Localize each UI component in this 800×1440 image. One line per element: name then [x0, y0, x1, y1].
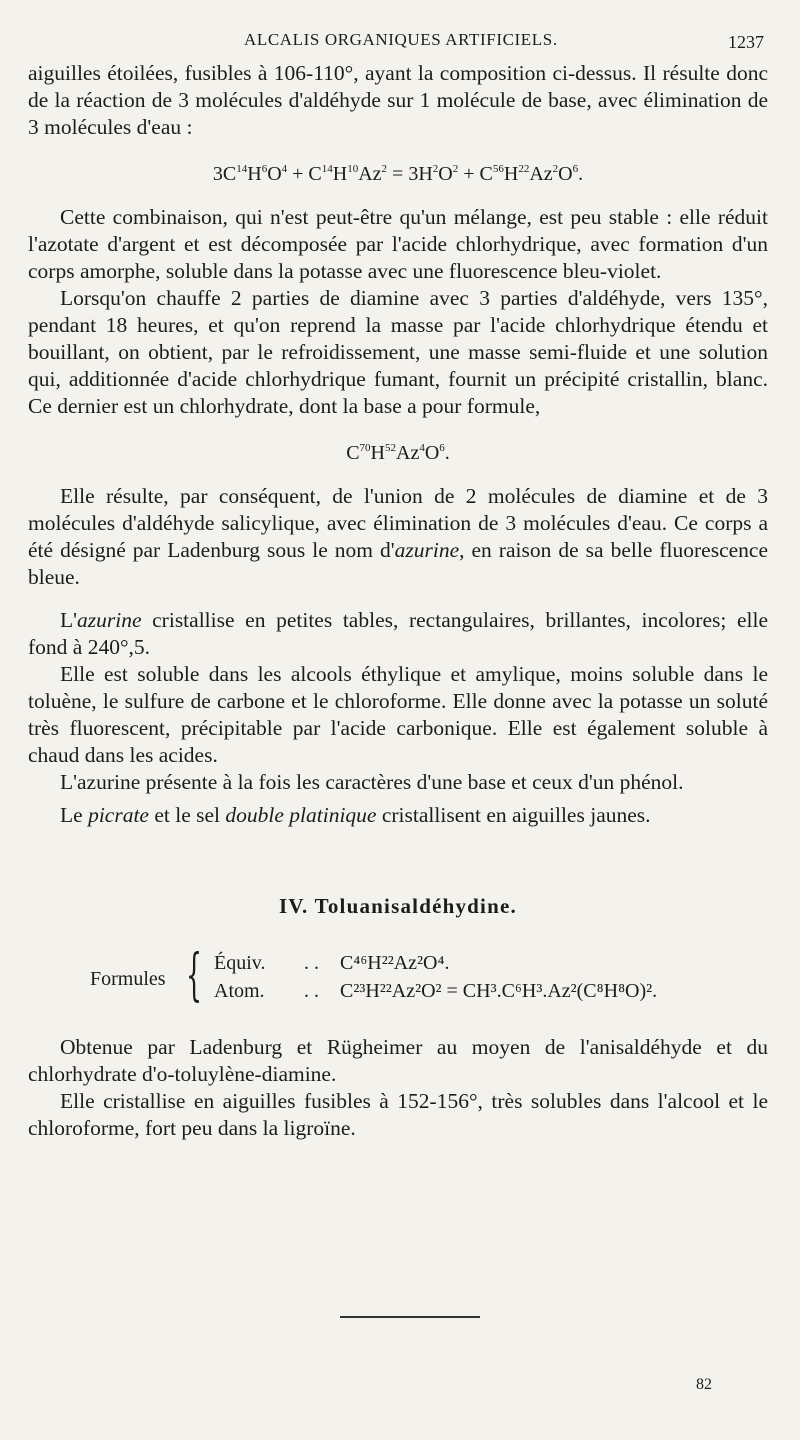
folio-number: 82: [696, 1376, 712, 1393]
base-formula: $C^{70}H^{52}Az^4O^6$.: [346, 442, 450, 464]
reaction-equation: $3C^{14}H^6O^4 + C^{14}H^{10}Az^2 = 3H^2O^2 + C^{56}H^{22}Az^2O^6$.: [212, 163, 584, 185]
running-title: ALCALIS ORGANIQUES ARTIFICIELS.: [244, 30, 558, 49]
paragraph-8: Le picrate et le sel double platinique cristallisent en aiguilles jaunes.: [60, 803, 651, 827]
paragraph-10: Elle cristallise en aiguilles fusibles à 152-156°, très solubles dans l'alcool et le chloroforme, fort peu dans la ligroïne.: [28, 1089, 768, 1140]
paragraph-1: aiguilles étoilées, fusibles à 106-110°, ayant la composition ci-dessus. Il résulte donc de la réaction de 3 molécules d'aldéhyde sur 1 molécule de base, avec élimination de 3 molécules d'eau :: [28, 61, 768, 139]
atom-formula: C²³H²²Az²O² = CH³.C⁶H³.Az²(C⁸H⁸O)².: [340, 980, 658, 1002]
formulas-block: [28, 943, 768, 1010]
atom-label: Atom.: [214, 980, 265, 1002]
equiv-formula: C⁴⁶H²²Az²O⁴.: [340, 952, 450, 974]
equiv-label: Équiv.: [214, 952, 266, 974]
page-number: 1237: [728, 32, 764, 52]
brace-icon: {: [186, 943, 203, 1008]
azurine-term: azurine: [77, 608, 142, 632]
section-title: IV. Toluanisaldéhydine.: [279, 894, 517, 918]
paragraph-2: Cette combinaison, qui n'est peut-être qu'un mélange, est peu stable : elle réduit l'azotate d'argent et est décomposée par l'acide chlorhydrique, avec formation d'un corps amorphe, soluble dans la potasse avec une fluorescence bleu-violet.: [28, 205, 768, 283]
paragraph-4: Elle résulte, par conséquent, de l'union de 2 molécules de diamine et de 3 molécules d'aldéhyde salicylique, avec élimination de 3 molécules d'eau. Ce corps a été désigné par Ladenburg sous le nom d'azurine, en raison de sa belle fluorescence bleue.: [28, 484, 768, 589]
paragraph-9: Obtenue par Ladenburg et Rügheimer au moyen de l'anisaldéhyde et du chlorhydrate d'o-toluylène-diamine.: [28, 1035, 768, 1086]
atom-row: Atom. . . C²³H²²Az²O² = CH³.C⁶H³.Az²(C⁸H⁸O)².: [214, 978, 657, 1005]
equiv-row: Équiv. . . C⁴⁶H²²Az²O⁴.: [214, 950, 449, 977]
paragraph-7: L'azurine présente à la fois les caractères d'une base et ceux d'un phénol.: [60, 770, 684, 794]
paragraph-5: L'azurine cristallise en petites tables, rectangulaires, brillantes, incolores; elle fond à 240°,5.: [28, 608, 768, 659]
paragraph-3: Lorsqu'on chauffe 2 parties de diamine avec 3 parties d'aldéhyde, vers 135°, pendant 18 heures, et qu'on reprend la masse par l'acide chlorhydrique étendu et bouillant, on obtient, par le refroidissement, une masse semi-fluide et une solution qui, additionnée d'acide chlorhydrique fumant, fournit un précipité cristallin, blanc. Ce dernier est un chlorhydrate, dont la base a pour formule,: [28, 286, 768, 418]
page-header: [0, 30, 800, 60]
page-body: [28, 60, 768, 1142]
end-rule: [340, 1316, 480, 1318]
picrate-term: picrate: [88, 803, 149, 827]
azurine-term: azurine: [394, 538, 460, 562]
double-platinique-term: double platinique: [225, 803, 377, 827]
formulas-label: Formules: [90, 968, 166, 990]
paragraph-6: Elle est soluble dans les alcools éthylique et amylique, moins soluble dans le toluène, le sulfure de carbone et le chloroforme. Elle donne avec la potasse un soluté très fluorescent, précipitable par l'acide carbonique. Elle est également soluble à chaud dans les acides.: [28, 662, 768, 767]
